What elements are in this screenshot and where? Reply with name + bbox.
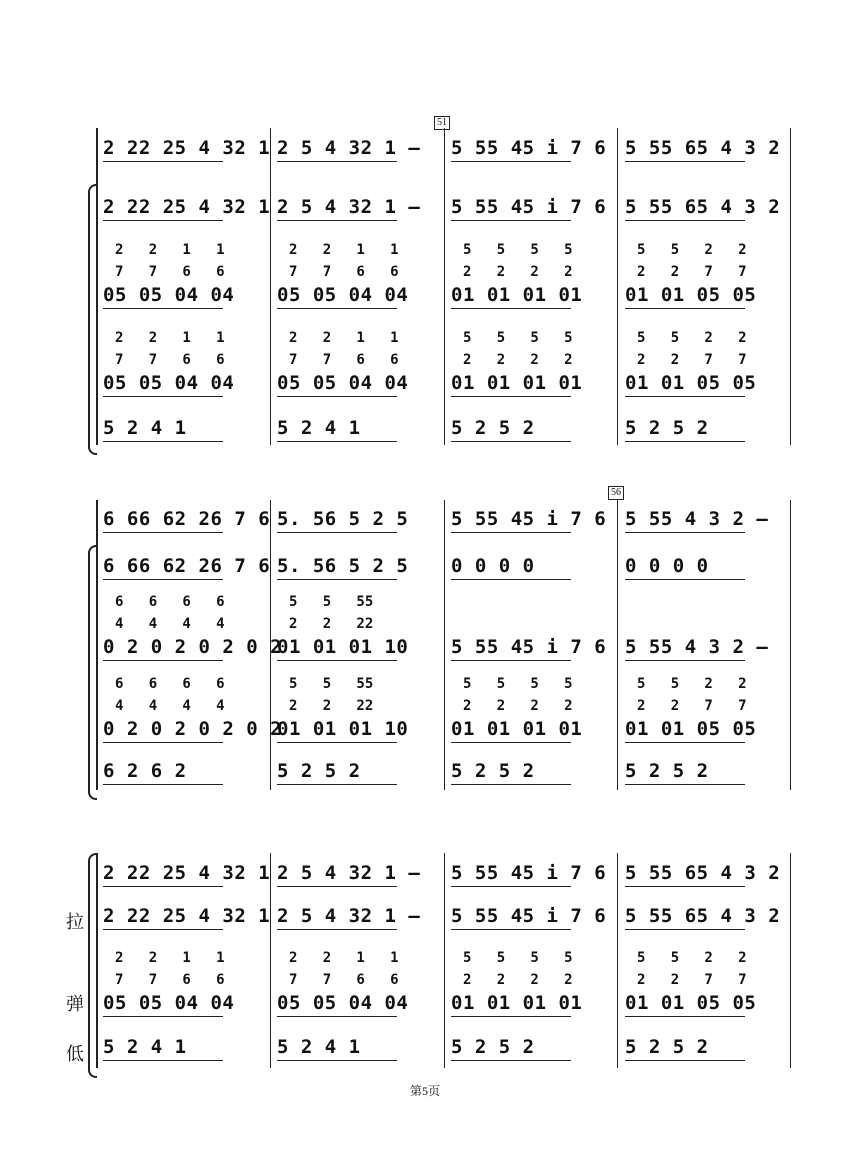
measure-notes: 05 05 04 04 — [277, 284, 409, 306]
measure-notes: 5 55 65 4 3 2 — [625, 196, 781, 218]
measure-notes: 0 0 0 0 — [451, 555, 535, 577]
measure-notes: 5 2 5 2 — [451, 1036, 535, 1058]
measure-notes: 6 66 62 26 7 6 — [103, 555, 271, 577]
chord-mid-notes: 2 2 22 — [289, 698, 374, 714]
measure-notes: 01 01 01 01 — [451, 992, 583, 1014]
beam-underline — [451, 784, 571, 785]
beam-underline — [451, 742, 571, 743]
chord-mid-notes: 2 2 2 2 — [463, 972, 573, 988]
bar-line — [270, 128, 271, 445]
measure-notes: 2 5 4 32 1 – — [277, 196, 421, 218]
measure-notes: 2 5 4 32 1 – — [277, 137, 421, 159]
measure-notes: 5. 56 5 2 5 — [277, 555, 409, 577]
measure-notes: 5 2 5 2 — [625, 1036, 709, 1058]
measure-notes: 5 55 4 3 2 – — [625, 636, 769, 658]
beam-underline — [451, 532, 571, 533]
beam-underline — [277, 1060, 397, 1061]
beam-underline — [103, 784, 223, 785]
beam-underline — [625, 161, 745, 162]
measure-notes: 01 01 05 05 — [625, 284, 757, 306]
measure-notes: 5 2 4 1 — [277, 1036, 361, 1058]
measure-notes: 05 05 04 04 — [103, 992, 235, 1014]
chord-top-notes: 2 2 1 1 — [115, 330, 225, 346]
rehearsal-mark: 51 — [434, 116, 450, 130]
measure-notes: 01 01 01 10 — [277, 718, 409, 740]
beam-underline — [103, 220, 223, 221]
beam-underline — [277, 886, 397, 887]
system-brace — [88, 184, 97, 455]
beam-underline — [103, 441, 223, 442]
beam-underline — [277, 308, 397, 309]
beam-underline — [103, 532, 223, 533]
chord-top-notes: 5 5 5 5 — [463, 676, 573, 692]
beam-underline — [103, 742, 223, 743]
chord-mid-notes: 7 7 6 6 — [115, 972, 225, 988]
beam-underline — [451, 579, 571, 580]
measure-notes: 0 2 0 2 0 2 0 2 — [103, 718, 283, 740]
beam-underline — [625, 441, 745, 442]
chord-mid-notes: 2 2 7 7 — [637, 352, 747, 368]
beam-underline — [277, 1016, 397, 1017]
chord-top-notes: 2 2 1 1 — [289, 242, 399, 258]
bar-line — [444, 853, 445, 1068]
chord-top-notes: 2 2 1 1 — [115, 242, 225, 258]
page-number: 第5页 — [410, 1084, 441, 1098]
beam-underline — [277, 579, 397, 580]
beam-underline — [277, 161, 397, 162]
beam-underline — [103, 396, 223, 397]
chord-mid-notes: 2 2 2 2 — [463, 264, 573, 280]
measure-notes: 0 2 0 2 0 2 0 2 — [103, 636, 283, 658]
beam-underline — [451, 220, 571, 221]
beam-underline — [625, 784, 745, 785]
measure-notes: 5 55 65 4 3 2 — [625, 137, 781, 159]
measure-notes: 01 01 01 01 — [451, 284, 583, 306]
chord-top-notes: 6 6 6 6 — [115, 594, 225, 610]
beam-underline — [103, 1016, 223, 1017]
measure-notes: 2 22 25 4 32 1 — [103, 905, 271, 927]
measure-notes: 2 5 4 32 1 – — [277, 905, 421, 927]
chord-top-notes: 5 5 2 2 — [637, 330, 747, 346]
chord-top-notes: 2 2 1 1 — [115, 950, 225, 966]
measure-notes: 5 2 5 2 — [277, 760, 361, 782]
chord-top-notes: 2 2 1 1 — [289, 950, 399, 966]
measure-notes: 5 2 4 1 — [103, 417, 187, 439]
measure-notes: 5 55 45 i 7 6 — [451, 636, 607, 658]
measure-notes: 5 2 5 2 — [625, 760, 709, 782]
bar-line — [444, 500, 445, 790]
bar-line — [617, 500, 618, 790]
chord-mid-notes: 4 4 4 4 — [115, 698, 225, 714]
measure-notes: 5 55 45 i 7 6 — [451, 137, 607, 159]
beam-underline — [103, 161, 223, 162]
bar-line — [617, 128, 618, 445]
beam-underline — [451, 396, 571, 397]
beam-underline — [451, 1016, 571, 1017]
beam-underline — [625, 396, 745, 397]
beam-underline — [103, 886, 223, 887]
chord-top-notes: 5 5 55 — [289, 594, 374, 610]
chord-mid-notes: 2 2 2 2 — [463, 698, 573, 714]
beam-underline — [451, 308, 571, 309]
chord-top-notes: 5 5 55 — [289, 676, 374, 692]
beam-underline — [277, 742, 397, 743]
beam-underline — [625, 660, 745, 661]
chord-top-notes: 5 5 5 5 — [463, 330, 573, 346]
beam-underline — [103, 929, 223, 930]
measure-notes: 5. 56 5 2 5 — [277, 508, 409, 530]
measure-notes: 05 05 04 04 — [277, 372, 409, 394]
chord-top-notes: 5 5 2 2 — [637, 242, 747, 258]
beam-underline — [451, 1060, 571, 1061]
chord-top-notes: 5 5 5 5 — [463, 242, 573, 258]
beam-underline — [103, 1060, 223, 1061]
chord-mid-notes: 4 4 4 4 — [115, 616, 225, 632]
instrument-label: 低 — [66, 1044, 84, 1065]
measure-notes: 5 2 4 1 — [103, 1036, 187, 1058]
rehearsal-mark: 56 — [608, 486, 624, 500]
measure-notes: 5 55 45 i 7 6 — [451, 196, 607, 218]
measure-notes: 01 01 01 01 — [451, 372, 583, 394]
chord-mid-notes: 7 7 6 6 — [289, 264, 399, 280]
beam-underline — [277, 220, 397, 221]
measure-notes: 2 5 4 32 1 – — [277, 862, 421, 884]
chord-mid-notes: 2 2 22 — [289, 616, 374, 632]
measure-notes: 05 05 04 04 — [103, 284, 235, 306]
measure-notes: 6 2 6 2 — [103, 760, 187, 782]
measure-notes: 0 0 0 0 — [625, 555, 709, 577]
measure-notes: 05 05 04 04 — [277, 992, 409, 1014]
system-brace — [88, 853, 97, 1078]
measure-notes: 2 22 25 4 32 1 — [103, 862, 271, 884]
bar-line — [790, 128, 791, 445]
beam-underline — [277, 660, 397, 661]
beam-underline — [103, 579, 223, 580]
measure-notes: 2 22 25 4 32 1 — [103, 137, 271, 159]
measure-notes: 5 55 45 i 7 6 — [451, 905, 607, 927]
beam-underline — [625, 1016, 745, 1017]
beam-underline — [625, 742, 745, 743]
chord-top-notes: 5 5 2 2 — [637, 676, 747, 692]
measure-notes: 5 55 65 4 3 2 — [625, 905, 781, 927]
measure-notes: 01 01 05 05 — [625, 718, 757, 740]
beam-underline — [277, 396, 397, 397]
beam-underline — [625, 929, 745, 930]
measure-notes: 5 2 5 2 — [451, 760, 535, 782]
measure-notes: 5 55 65 4 3 2 — [625, 862, 781, 884]
measure-notes: 5 55 4 3 2 – — [625, 508, 769, 530]
measure-notes: 01 01 05 05 — [625, 992, 757, 1014]
beam-underline — [625, 308, 745, 309]
chord-mid-notes: 7 7 6 6 — [115, 264, 225, 280]
chord-mid-notes: 7 7 6 6 — [289, 972, 399, 988]
beam-underline — [625, 532, 745, 533]
beam-underline — [277, 929, 397, 930]
measure-notes: 6 66 62 26 7 6 — [103, 508, 271, 530]
measure-notes: 5 2 5 2 — [625, 417, 709, 439]
measure-notes: 01 01 05 05 — [625, 372, 757, 394]
chord-mid-notes: 2 2 7 7 — [637, 698, 747, 714]
beam-underline — [451, 929, 571, 930]
chord-mid-notes: 2 2 2 2 — [463, 352, 573, 368]
measure-notes: 05 05 04 04 — [103, 372, 235, 394]
beam-underline — [103, 660, 223, 661]
beam-underline — [625, 579, 745, 580]
bar-line — [790, 853, 791, 1068]
beam-underline — [451, 441, 571, 442]
measure-notes: 5 2 4 1 — [277, 417, 361, 439]
bar-line — [444, 128, 445, 445]
beam-underline — [451, 660, 571, 661]
chord-mid-notes: 2 2 7 7 — [637, 972, 747, 988]
beam-underline — [277, 784, 397, 785]
beam-underline — [625, 886, 745, 887]
chord-mid-notes: 7 7 6 6 — [289, 352, 399, 368]
beam-underline — [625, 1060, 745, 1061]
measure-notes: 2 22 25 4 32 1 — [103, 196, 271, 218]
chord-mid-notes: 7 7 6 6 — [115, 352, 225, 368]
measure-notes: 5 55 45 i 7 6 — [451, 508, 607, 530]
beam-underline — [277, 441, 397, 442]
chord-top-notes: 2 2 1 1 — [289, 330, 399, 346]
instrument-label: 弹 — [66, 994, 84, 1015]
bar-line — [790, 500, 791, 790]
chord-top-notes: 5 5 2 2 — [637, 950, 747, 966]
system-brace — [88, 545, 97, 800]
bar-line — [617, 853, 618, 1068]
measure-notes: 01 01 01 01 — [451, 718, 583, 740]
measure-notes: 01 01 01 10 — [277, 636, 409, 658]
measure-notes: 5 2 5 2 — [451, 417, 535, 439]
beam-underline — [277, 532, 397, 533]
beam-underline — [103, 308, 223, 309]
beam-underline — [451, 886, 571, 887]
measure-notes: 5 55 45 i 7 6 — [451, 862, 607, 884]
chord-top-notes: 5 5 5 5 — [463, 950, 573, 966]
beam-underline — [625, 220, 745, 221]
instrument-label: 拉 — [66, 912, 84, 933]
bar-line — [270, 853, 271, 1068]
chord-mid-notes: 2 2 7 7 — [637, 264, 747, 280]
chord-top-notes: 6 6 6 6 — [115, 676, 225, 692]
beam-underline — [451, 161, 571, 162]
